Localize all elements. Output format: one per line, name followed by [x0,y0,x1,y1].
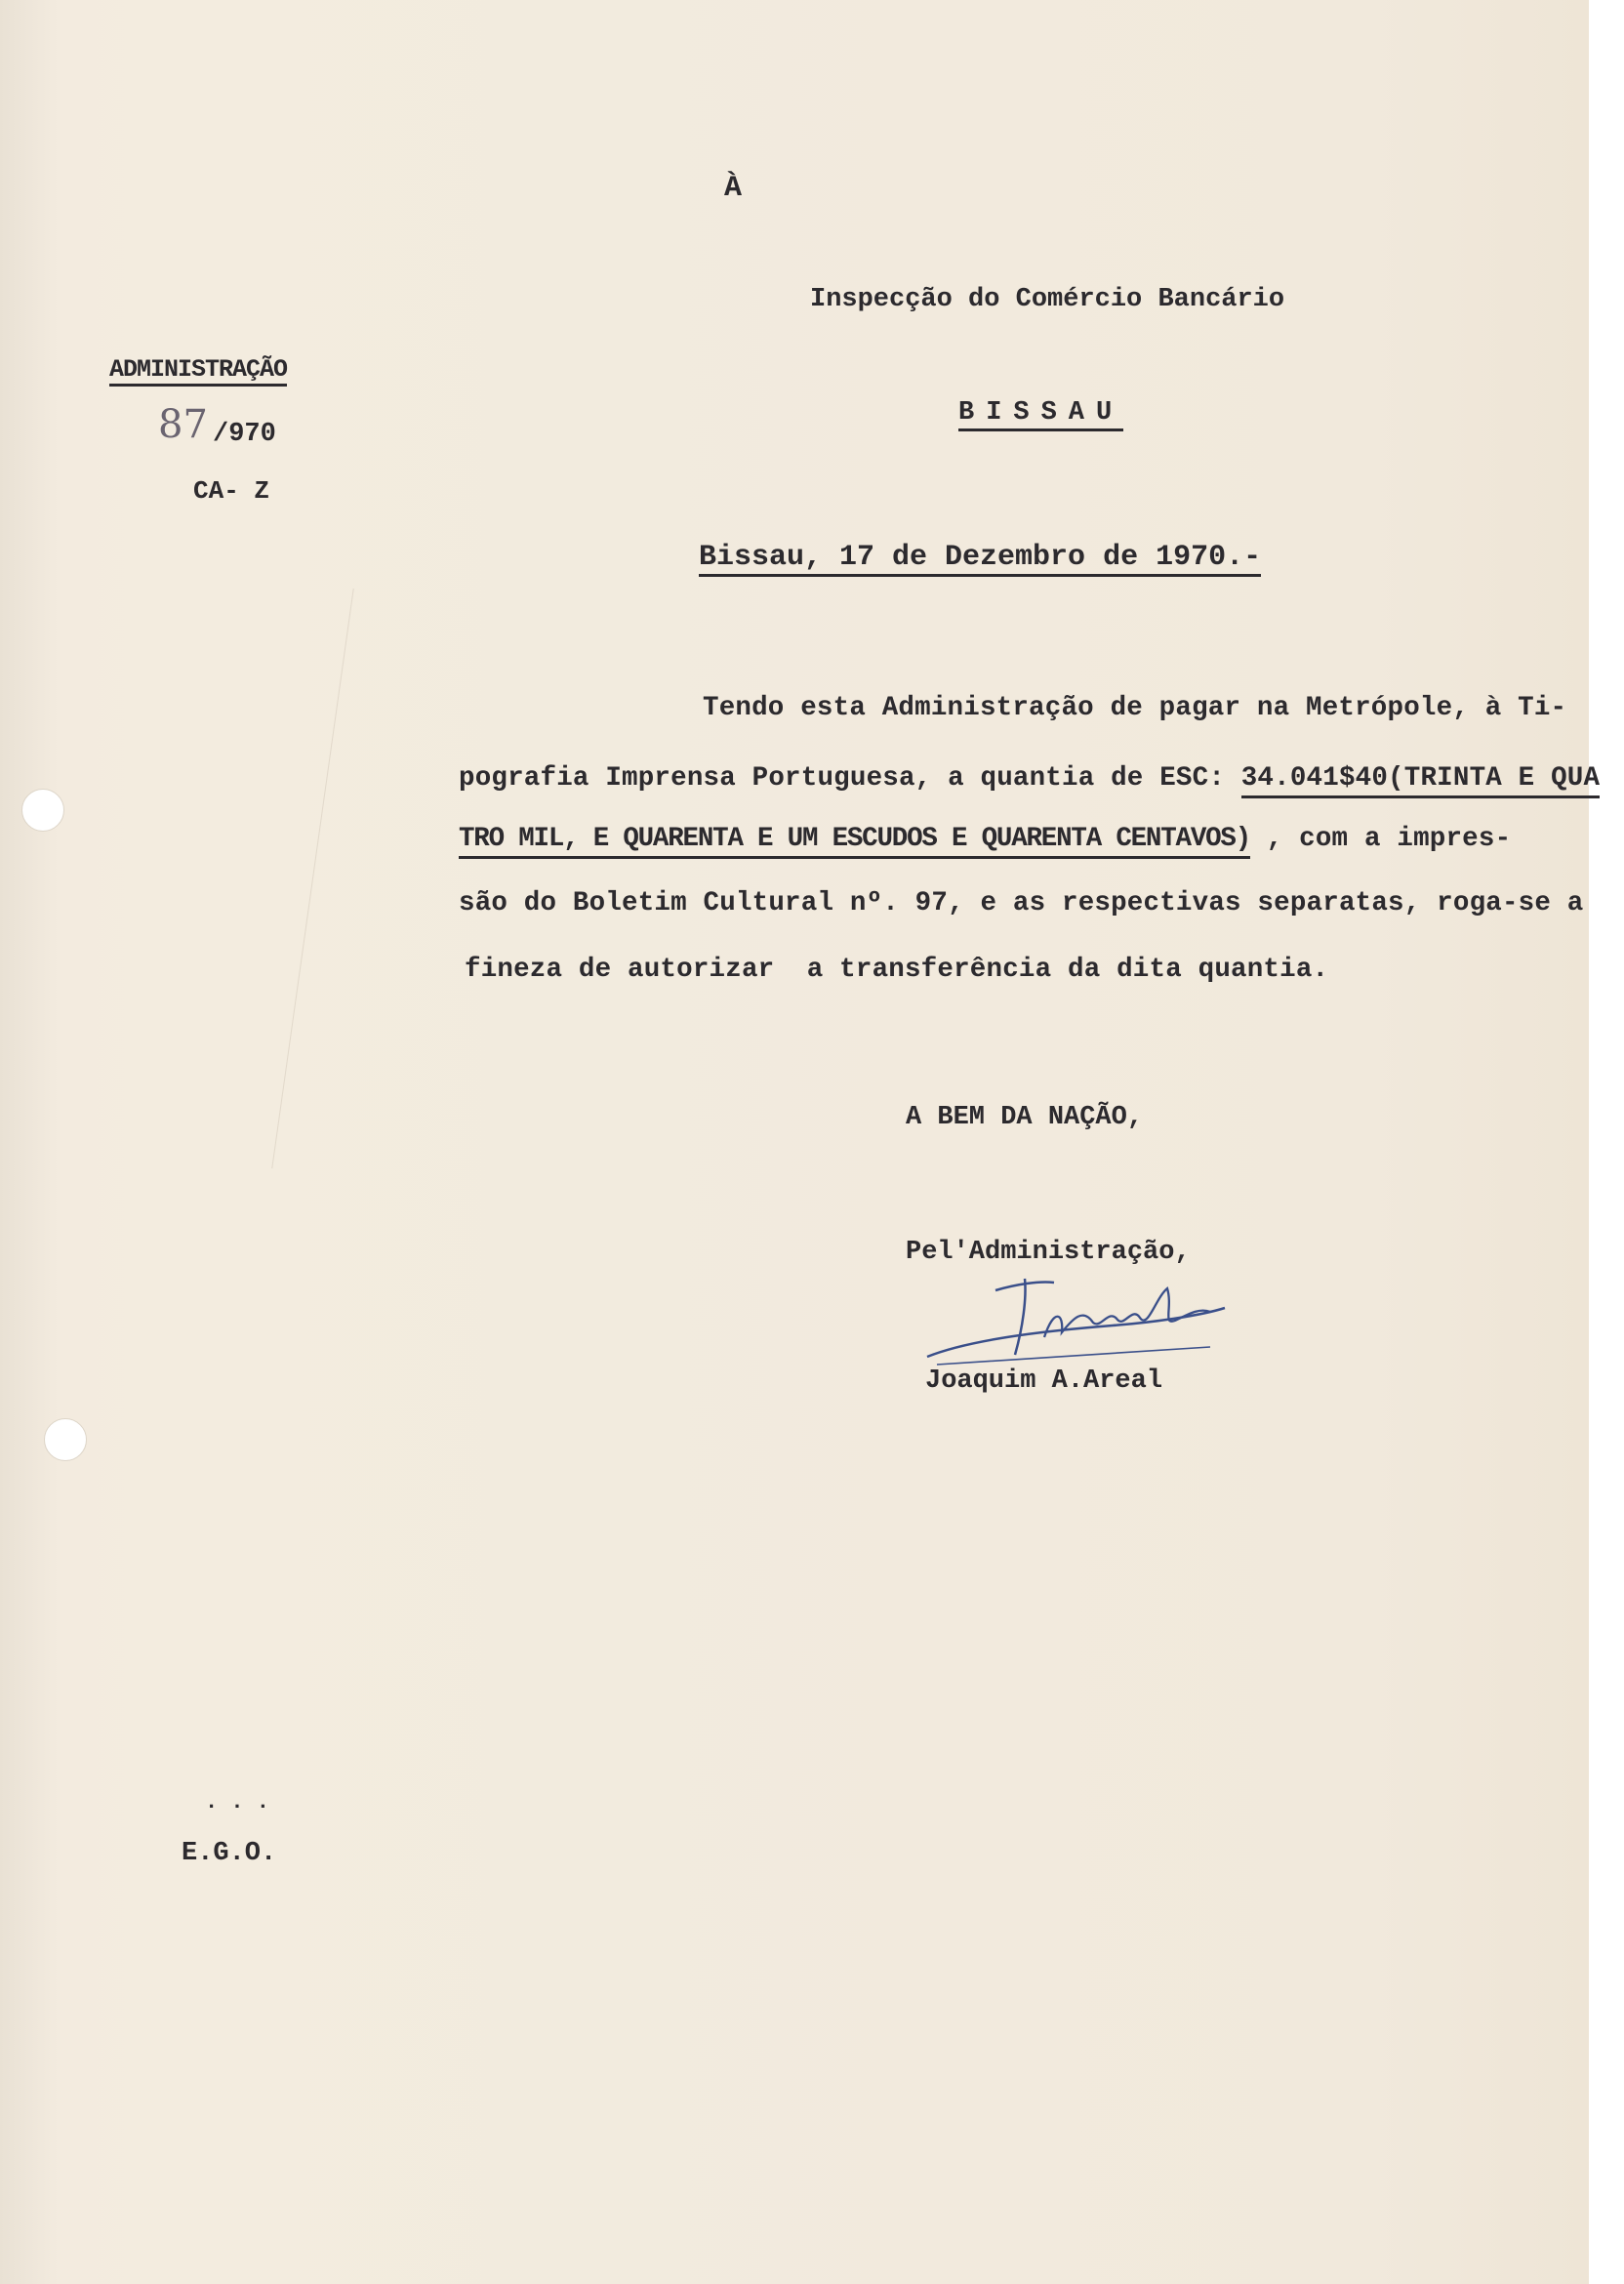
body-line-3 [459,826,1511,853]
reference-department: ADMINISTRAÇÃO [109,357,287,387]
punch-hole-top [21,789,64,832]
reference-code: CA- Z [193,476,270,506]
reference-year: /970 [213,420,276,449]
addressee-city: BISSAU [958,400,1123,431]
footer-initials: E.G.O. [182,1839,277,1868]
body-line-2-text: pografia Imprensa Portuguesa, a quantia de ESC: [459,763,1241,794]
body-line-4: são do Boletim Cultural nº. 97, e as respectivas separatas, roga-se a [459,888,1584,918]
signatory-name: Joaquim A.Areal [925,1366,1163,1396]
closing-on-behalf: Pel'Administração, [906,1238,1191,1267]
body-line-1: Tendo esta Administração de pagar na Metrópole, à Ti- [703,693,1567,723]
body-line-2 [459,765,1600,793]
amount-in-words: TRO MIL, E QUARENTA E UM ESCUDOS E QUARENTA CENTAVOS) [459,824,1250,859]
reference-number-handwritten: 87 [158,402,208,447]
body-line-5: fineza de autorizar a transferência da dita quantia. [465,955,1329,985]
addressee-institution: Inspecção do Comércio Bancário [810,285,1285,314]
addressee-prefix: À [724,172,743,205]
scan-margin [1589,0,1624,2284]
punch-hole-bottom [44,1418,87,1461]
amount-figure: 34.041$40(TRINTA E QUA [1241,763,1600,798]
date-line: Bissau, 17 de Dezembro de 1970.- [699,543,1261,577]
body-line-3-text: , com a impres- [1250,824,1512,854]
handwritten-signature [917,1269,1239,1376]
footer-dots: . . . [205,1790,270,1815]
closing-salutation: A BEM DA NAÇÃO, [906,1103,1144,1132]
